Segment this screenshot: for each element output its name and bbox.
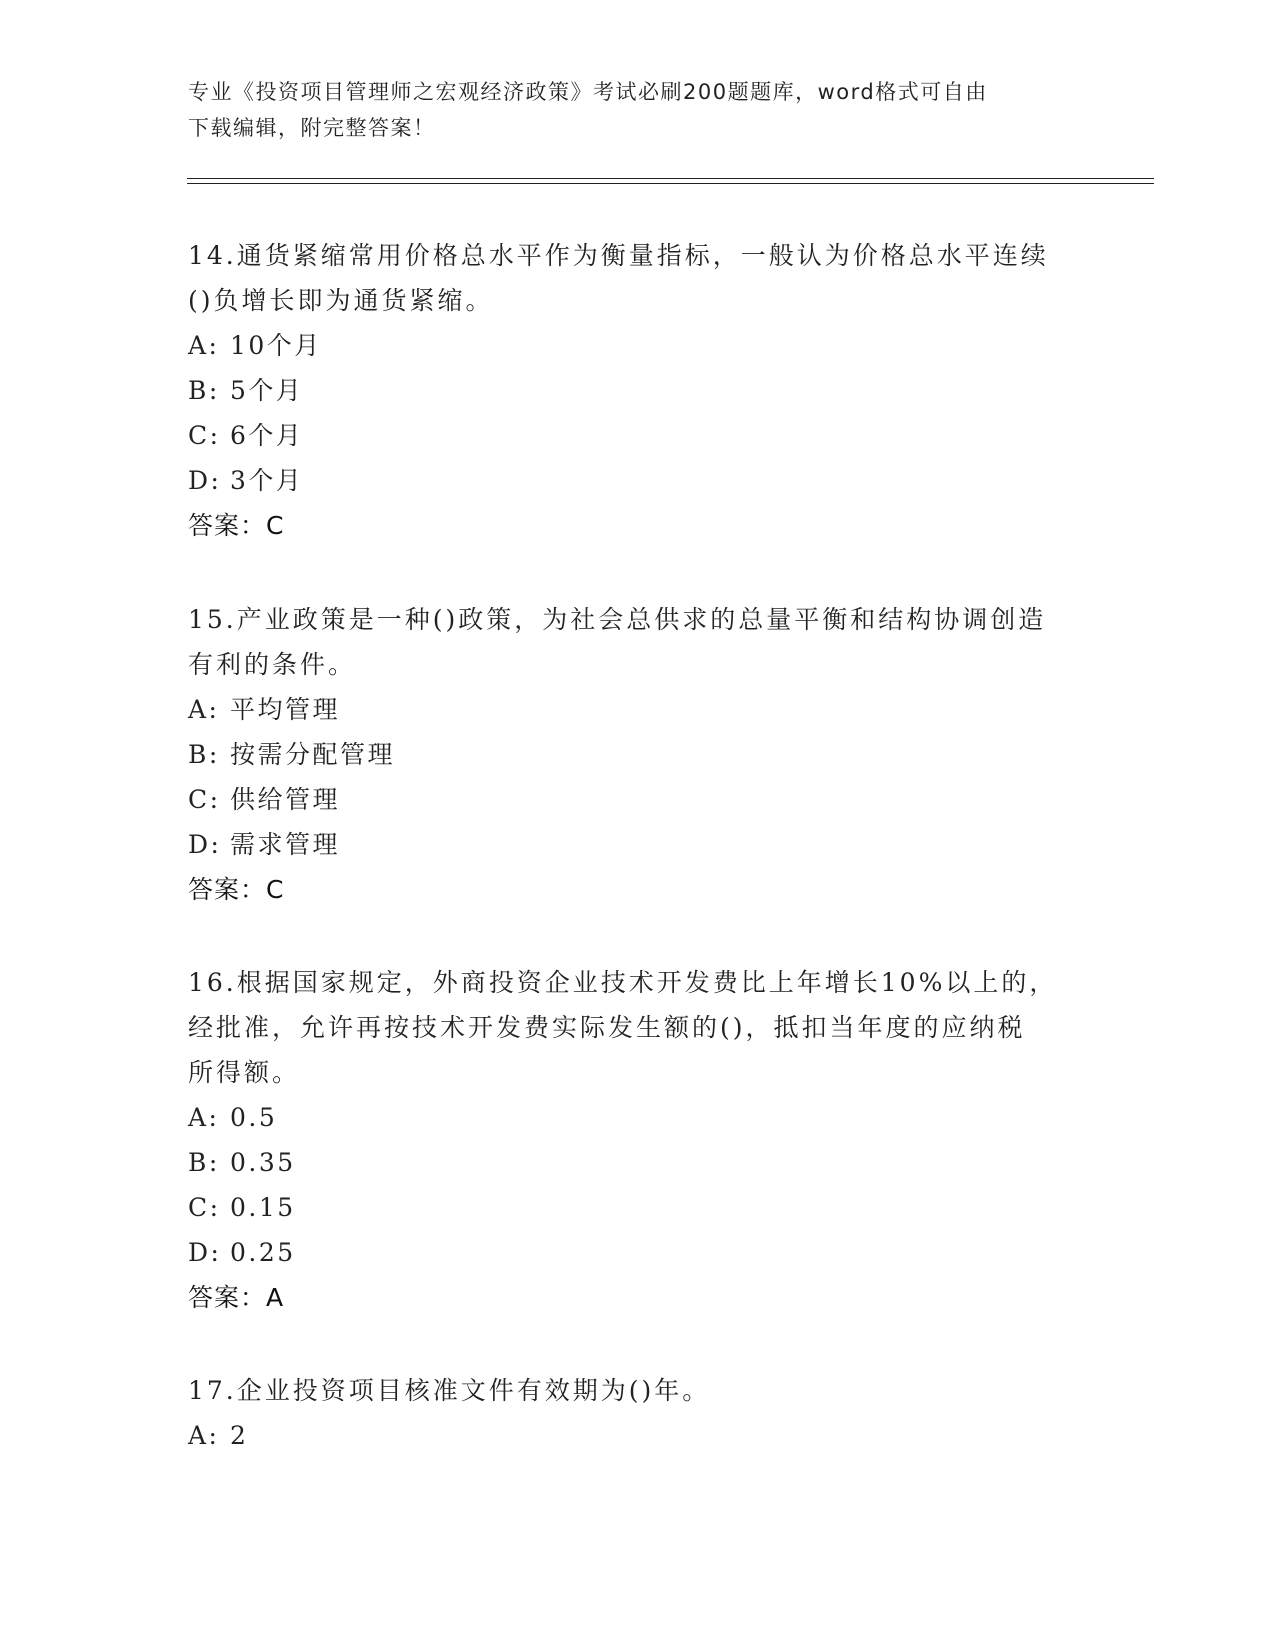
question-text-line: 经批准，允许再按技术开发费实际发生额的()，抵扣当年度的应纳税: [188, 1013, 1026, 1042]
option-text: 平均管理: [230, 695, 341, 724]
question-17: [188, 1368, 1088, 1458]
option-text: 0.15: [230, 1193, 296, 1222]
document-header: [188, 74, 1088, 146]
header-line-2: 下载编辑，附完整答案！: [188, 116, 436, 140]
option-text: 3个月: [230, 466, 304, 495]
header-line-1: 专业《投资项目管理师之宏观经济政策》考试必刷200题题库，word格式可自由: [188, 80, 988, 104]
option-a: [188, 323, 1088, 368]
question-15: [188, 597, 1088, 912]
option-text: 需求管理: [230, 830, 341, 859]
option-letter: B:: [188, 376, 220, 405]
option-letter: A:: [188, 695, 220, 724]
option-text: 0.25: [230, 1238, 296, 1267]
option-letter: A:: [188, 1103, 220, 1132]
answer-line: 答案：A: [188, 1283, 285, 1312]
option-letter: B:: [188, 740, 220, 769]
option-text: 0.5: [230, 1103, 278, 1132]
option-letter: A:: [188, 1421, 220, 1450]
option-c: [188, 1185, 1088, 1230]
header-rule-top: [187, 178, 1154, 179]
option-c: [188, 413, 1088, 458]
question-text-line: 16.根据国家规定，外商投资企业技术开发费比上年增长10%以上的，: [188, 968, 1058, 997]
question-text-line: 14.通货紧缩常用价格总水平作为衡量指标，一般认为价格总水平连续: [188, 241, 1049, 270]
question-16: [188, 960, 1088, 1320]
question-text-line: 所得额。: [188, 1058, 301, 1087]
option-letter: C:: [188, 421, 221, 450]
option-letter: D:: [188, 830, 222, 859]
option-text: 10个月: [230, 331, 322, 360]
question-text-line: ()负增长即为通货紧缩。: [188, 286, 494, 315]
header-rule-bottom: [187, 183, 1154, 184]
option-b: [188, 732, 1088, 777]
option-b: [188, 1140, 1088, 1185]
option-text: 按需分配管理: [230, 740, 396, 769]
option-text: 6个月: [230, 421, 304, 450]
option-d: [188, 458, 1088, 503]
option-b: [188, 368, 1088, 413]
option-a: [188, 1095, 1088, 1140]
option-letter: C:: [188, 1193, 221, 1222]
option-text: 2: [230, 1421, 249, 1450]
option-letter: A:: [188, 331, 220, 360]
option-text: 0.35: [230, 1148, 296, 1177]
option-d: [188, 822, 1088, 867]
question-text-line: 15.产业政策是一种()政策，为社会总供求的总量平衡和结构协调创造: [188, 605, 1047, 634]
option-a: [188, 687, 1088, 732]
answer-line: 答案：C: [188, 875, 285, 904]
option-letter: D:: [188, 466, 222, 495]
option-text: 5个月: [230, 376, 304, 405]
option-c: [188, 777, 1088, 822]
option-text: 供给管理: [230, 785, 341, 814]
option-d: [188, 1230, 1088, 1275]
option-letter: D:: [188, 1238, 222, 1267]
answer-line: 答案：C: [188, 511, 285, 540]
option-a: [188, 1413, 1088, 1458]
option-letter: C:: [188, 785, 221, 814]
question-14: [188, 233, 1088, 548]
question-text-line: 有利的条件。: [188, 650, 357, 679]
option-letter: B:: [188, 1148, 220, 1177]
question-text-line: 17.企业投资项目核准文件有效期为()年。: [188, 1376, 711, 1405]
